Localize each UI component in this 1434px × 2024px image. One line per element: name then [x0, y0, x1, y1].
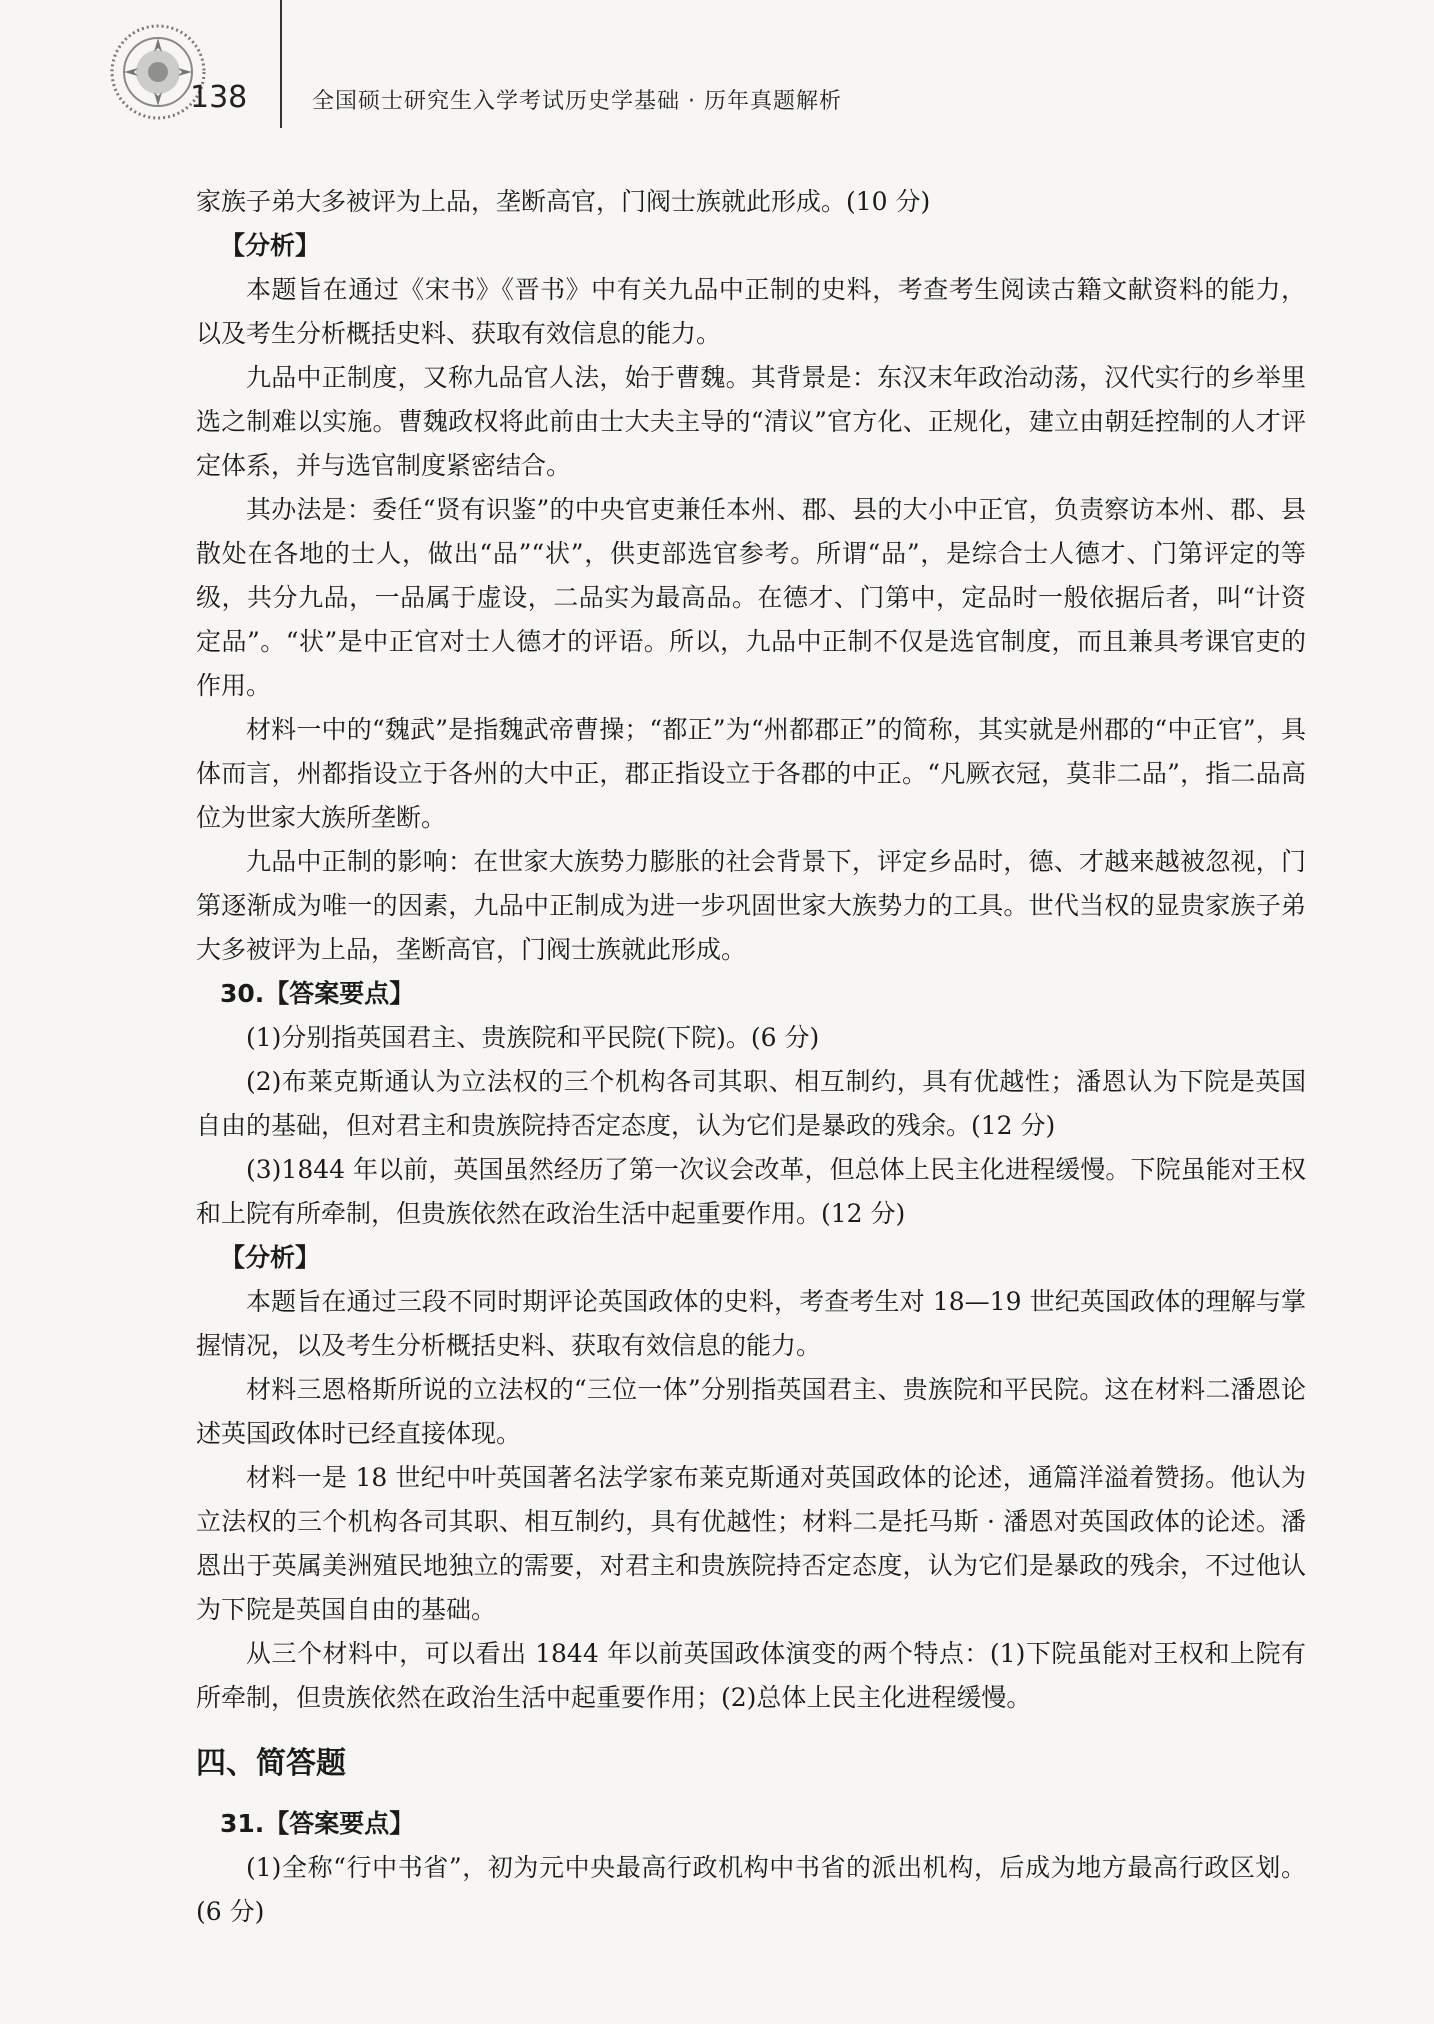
header-divider: [280, 0, 282, 128]
paragraph: 家族子弟大多被评为上品，垄断高官，门阀士族就此形成。(10 分): [196, 187, 931, 216]
answer-point: (2)布莱克斯通认为立法权的三个机构各司其职、相互制约，具有优越性；潘恩认为下院是英国自由的基础，但对君主和贵族院持否定态度，认为它们是暴政的残余。(12 分): [196, 1067, 1306, 1140]
paragraph: 材料一中的“魏武”是指魏武帝曹操；“都正”为“州都郡正”的简称，其实就是州郡的“中正官”，具体而言，州都指设立于各州的大中正，郡正指设立于各郡的中正。“凡厥衣冠，莫非二品”，指二品高位为世家大族所垄断。: [196, 715, 1306, 832]
answer-point: (3)1844 年以前，英国虽然经历了第一次议会改革，但总体上民主化进程缓慢。下院虽能对王权和上院有所牵制，但贵族依然在政治生活中起重要作用。(12 分): [196, 1155, 1306, 1228]
paragraph: 九品中正制的影响：在世家大族势力膨胀的社会背景下，评定乡品时，德、才越来越被忽视，门第逐渐成为唯一的因素，九品中正制成为进一步巩固世家大族势力的工具。世代当权的显贵家族子弟大多被评为上品，垄断高官，门阀士族就此形成。: [196, 847, 1306, 964]
paragraph: 材料三恩格斯所说的立法权的“三位一体”分别指英国君主、贵族院和平民院。这在材料二潘恩论述英国政体时已经直接体现。: [196, 1375, 1306, 1448]
paragraph: 从三个材料中，可以看出 1844 年以前英国政体演变的两个特点：(1)下院虽能对王权和上院有所牵制，但贵族依然在政治生活中起重要作用；(2)总体上民主化进程缓慢。: [196, 1639, 1306, 1712]
paragraph: 其办法是：委任“贤有识鉴”的中央官吏兼任本州、郡、县的大小中正官，负责察访本州、郡、县散处在各地的士人，做出“品”“状”，供吏部选官参考。所谓“品”，是综合士人德才、门第评定的等级，共分九品，一品属于虚设，二品实为最高品。在德才、门第中，定品时一般依据后者，叫“计资定品”。“状”是中正官对士人德才的评语。所以，九品中正制不仅是选官制度，而且兼具考课官吏的作用。: [196, 495, 1306, 700]
section-heading: 四、简答题: [196, 1746, 346, 1781]
paragraph: 九品中正制度，又称九品官人法，始于曹魏。其背景是：东汉末年政治动荡，汉代实行的乡举里选之制难以实施。曹魏政权将此前由士大夫主导的“清议”官方化、正规化，建立由朝廷控制的人才评定体系，并与选官制度紧密结合。: [196, 363, 1306, 480]
paragraph: 材料一是 18 世纪中叶英国著名法学家布莱克斯通对英国政体的论述，通篇洋溢着赞扬。他认为立法权的三个机构各司其职、相互制约，具有优越性；材料二是托马斯 · 潘恩对英国政体的论述。潘恩出于英属美洲殖民地独立的需要，对君主和贵族院持否定态度，认为它们是暴政的残余，不过他认为下院是英国自由的基础。: [196, 1463, 1306, 1624]
analysis-heading: 【分析】: [220, 1243, 321, 1272]
analysis-heading: 【分析】: [220, 231, 321, 260]
answer-point: (1)分别指英国君主、贵族院和平民院(下院)。(6 分): [246, 1023, 820, 1052]
running-title: 全国硕士研究生入学考试历史学基础 · 历年真题解析: [312, 89, 842, 114]
answer-heading-30: 30.【答案要点】: [220, 979, 415, 1008]
page-body: [196, 180, 1306, 1934]
answer-point: (1)全称“行中书省”，初为元中央最高行政机构中书省的派出机构，后成为地方最高行政区划。(6 分): [196, 1853, 1306, 1926]
page-header: [0, 0, 1434, 140]
answer-heading-31: 31.【答案要点】: [220, 1809, 415, 1838]
paragraph: 本题旨在通过《宋书》《晋书》中有关九品中正制的史料，考查考生阅读古籍文献资料的能力，以及考生分析概括史料、获取有效信息的能力。: [196, 275, 1306, 348]
page-number: 138: [190, 80, 248, 115]
paragraph: 本题旨在通过三段不同时期评论英国政体的史料，考查考生对 18—19 世纪英国政体的理解与掌握情况，以及考生分析概括史料、获取有效信息的能力。: [196, 1287, 1306, 1360]
